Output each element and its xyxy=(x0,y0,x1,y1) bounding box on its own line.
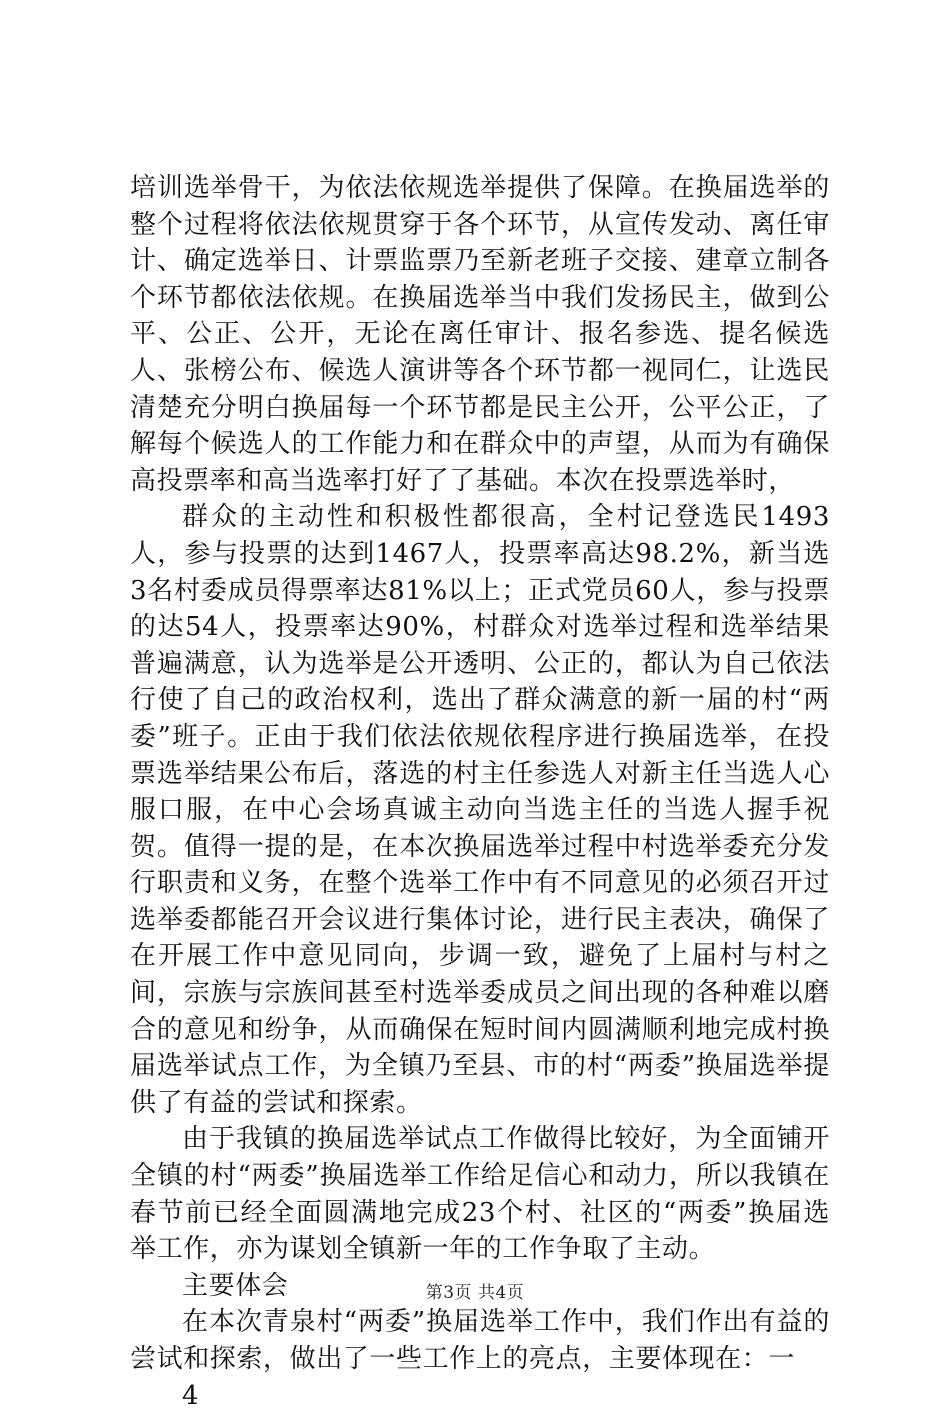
paragraph-2: 群众的主动性和积极性都很高，全村记登选民1493人，参与投票的达到1467人，投票率高达98.2%，新当选3名村委成员得票率达81%以上；正式党员60人，参与投票的达54人，投票率达90%，村群众对选举过程和选举结果普遍满意，认为选举是公开透明、公正的，都认为自己依法行使了自己的政治权利，选出了群众满意的新一届的村“两委”班子。正由于我们依法依规依程序进行换届选举，在投票选举结果公布后，落选的村主任参选人对新主任当选人心服口服，在中心会场真诚主动向当选主任的当选人握手祝贺。值得一提的是，在本次换届选举过程中村选举委充分发行职责和义务，在整个选举工作中有不同意见的必须召开过选举委都能召开会议进行集体讨论，进行民主表决，确保了在开展工作中意见同向，步调一致，避免了上届村与村之间，宗族与宗族间甚至村选举委成员之间出现的各种难以磨合的意见和纷争，从而确保在短时间内圆满顺利地完成村换届选举试点工作，为全镇乃至县、市的村“两委”换届选举提供了有益的尝试和探索。 xyxy=(130,502,830,1118)
paragraph-4: 在本次青泉村“两委”换届选举工作中，我们作出有益的尝试和探索，做出了一些工作上的亮点，主要体现在：一 xyxy=(130,1307,830,1374)
page-footer: 第3页 共4页 xyxy=(425,1283,525,1303)
paragraph-1: 培训选举骨干，为依法依规选举提供了保障。在换届选举的整个过程将依法依规贯穿于各个环节，从宣传发动、离任审计、确定选举日、计票监票乃至新老班子交接、建章立制各个环节都依法依规。在换届选举当中我们发扬民主，做到公平、公正、公开，无论在离任审计、报名参选、提名候选人、张榜公布、候选人演讲等各个环节都一视同仁，让选民清楚充分明白换届每一个环节都是民主公开，公平公正，了解每个候选人的工作能力和在群众中的声望，从而为有确保高投票率和高当选率打好了了基础。本次在投票选举时， xyxy=(130,173,830,496)
section-number: 4 xyxy=(182,1380,200,1411)
section-heading: 主要体会 xyxy=(182,1270,289,1301)
paragraph-3: 由于我镇的换届选举试点工作做得比较好，为全面铺开全镇的村“两委”换届选举工作给足信心和动力，所以我镇在春节前已经全面圆满地完成23个村、社区的“两委”换届选举工作，亦为谋划全镇新一年的工作争取了主动。 xyxy=(130,1124,830,1265)
document-body xyxy=(130,170,830,1414)
